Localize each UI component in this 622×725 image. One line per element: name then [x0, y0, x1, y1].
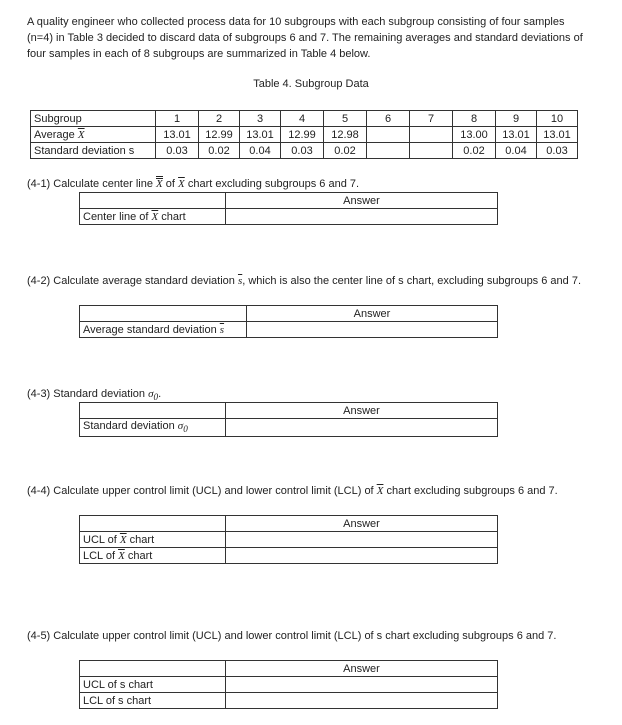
- label-std-dev-sigma0: Standard deviation $\sigma_0$: [80, 419, 226, 437]
- table-cell: 9: [496, 111, 537, 127]
- table-cell: 6: [367, 111, 410, 127]
- table-cell: 13.01: [496, 127, 537, 143]
- label-lcl-xbar: LCL of $\overline{X}$ chart: [80, 548, 226, 564]
- table-cell: 13.01: [240, 127, 281, 143]
- label-center-line: Center line of $\overline{X}$ chart: [80, 209, 226, 225]
- answer-header: Answer: [226, 403, 498, 419]
- row-label-std-dev: Standard deviation s: [31, 143, 156, 159]
- answer-field-center-line[interactable]: [226, 209, 498, 225]
- table-cell: [410, 127, 453, 143]
- question-4-3: (4-3) Standard deviation $\sigma_0$.: [27, 388, 162, 403]
- table-row: [31, 143, 578, 159]
- question-4-4: (4-4) Calculate upper control limit (UCL) and lower control limit (LCL) of $\overline{X}$ chart excluding subgroups 6 and 7.: [27, 485, 558, 497]
- label-ucl-s: UCL of s chart: [80, 677, 226, 693]
- label-average-std-dev: Average standard deviation $\overline{s}$: [80, 322, 247, 338]
- answer-header: Answer: [226, 193, 498, 209]
- table-cell: 0.02: [199, 143, 240, 159]
- answer-field-lcl-xbar[interactable]: [226, 548, 498, 564]
- answer-table-4-3: [79, 402, 498, 437]
- table-cell: 8: [453, 111, 496, 127]
- table-cell: 13.01: [537, 127, 578, 143]
- answer-header: Answer: [247, 306, 498, 322]
- answer-table-4-5: [79, 660, 498, 709]
- question-4-5: (4-5) Calculate upper control limit (UCL) and lower control limit (LCL) of s chart excluding subgroups 6 and 7.: [27, 630, 557, 642]
- answer-field-lcl-s[interactable]: [226, 693, 498, 709]
- answer-header: Answer: [226, 661, 498, 677]
- table-cell: 5: [324, 111, 367, 127]
- table-cell: 13.00: [453, 127, 496, 143]
- table-caption: Table 4. Subgroup Data: [253, 78, 369, 90]
- answer-header: Answer: [226, 516, 498, 532]
- table-row: [31, 127, 578, 143]
- answer-field-average-std-dev[interactable]: [247, 322, 498, 338]
- table-cell: 0.03: [156, 143, 199, 159]
- table-cell: 10: [537, 111, 578, 127]
- table-cell: 12.99: [199, 127, 240, 143]
- table-cell: 0.02: [453, 143, 496, 159]
- table-cell: 13.01: [156, 127, 199, 143]
- table-cell: 4: [281, 111, 324, 127]
- answer-field-sigma0[interactable]: [226, 419, 498, 437]
- table-cell: 2: [199, 111, 240, 127]
- row-label-subgroup: Subgroup: [31, 111, 156, 127]
- subgroup-table: [30, 110, 578, 159]
- table-cell: [410, 143, 453, 159]
- table-row: [31, 111, 578, 127]
- table-cell: 0.03: [281, 143, 324, 159]
- intro-paragraph: A quality engineer who collected process data for 10 subgroups with each subgroup consisting of four samples (n=4) in Table 3 decided to discard data of subgroups 6 and 7. The remaining averages and standard deviations of four samples in each of 8 subgroups are summarized in Table 4 below.: [27, 16, 583, 60]
- table-cell: 1: [156, 111, 199, 127]
- label-ucl-xbar: UCL of $\overline{X}$ chart: [80, 532, 226, 548]
- question-4-2: (4-2) Calculate average standard deviation $\overline{s}$, which is also the center line of s chart, excluding subgroups 6 and 7.: [27, 275, 581, 287]
- row-label-average: Average $\overline{X}$: [31, 127, 156, 143]
- answer-table-4-4: [79, 515, 498, 564]
- table-cell: [367, 143, 410, 159]
- table-cell: 0.03: [537, 143, 578, 159]
- table-cell: 0.04: [496, 143, 537, 159]
- answer-field-ucl-s[interactable]: [226, 677, 498, 693]
- table-cell: 12.98: [324, 127, 367, 143]
- table-cell: 12.99: [281, 127, 324, 143]
- table-cell: 7: [410, 111, 453, 127]
- answer-field-ucl-xbar[interactable]: [226, 532, 498, 548]
- table-cell: 3: [240, 111, 281, 127]
- label-lcl-s: LCL of s chart: [80, 693, 226, 709]
- table-cell: [367, 127, 410, 143]
- table-cell: 0.04: [240, 143, 281, 159]
- answer-table-4-1: [79, 192, 498, 225]
- table-cell: 0.02: [324, 143, 367, 159]
- answer-table-4-2: [79, 305, 498, 338]
- question-4-1: (4-1) Calculate center line X of $\overline{X}$ chart excluding subgroups 6 and 7.: [27, 178, 360, 190]
